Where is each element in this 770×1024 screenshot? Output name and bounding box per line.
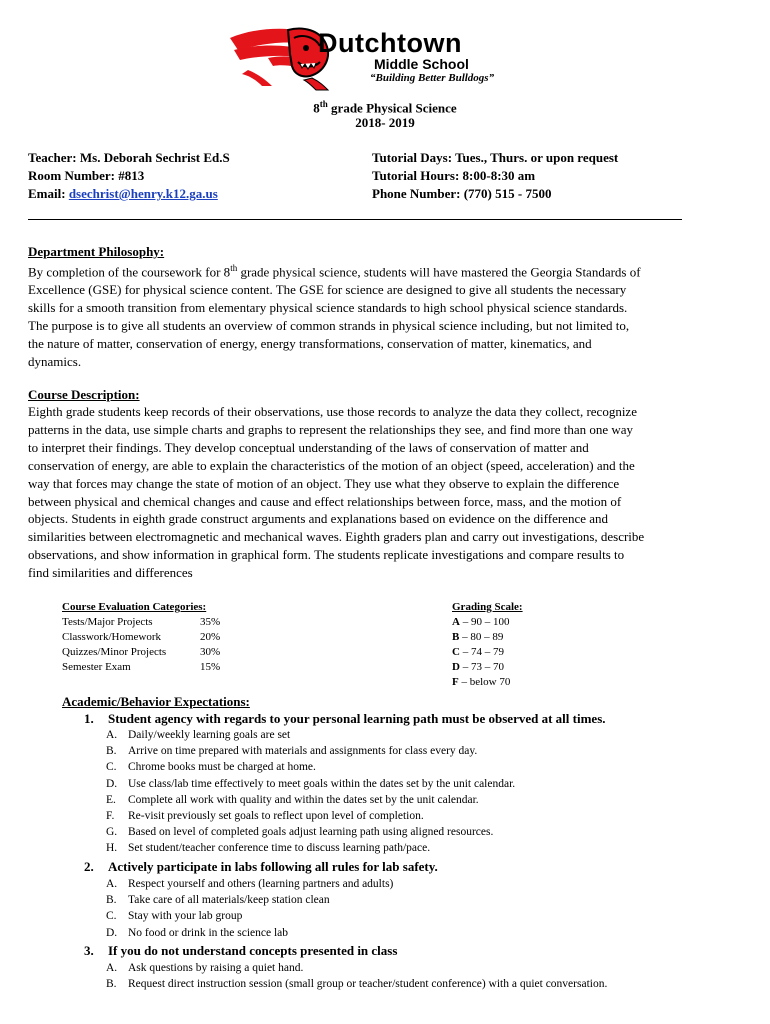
list-letter: F. <box>106 810 115 823</box>
grade-range: – 80 – 89 <box>459 631 504 643</box>
list-item <box>106 808 515 824</box>
evaluation-row <box>62 660 220 675</box>
list-item <box>106 776 515 792</box>
grade-letter: F <box>452 676 459 688</box>
school-name: Dutchtown <box>318 28 462 58</box>
list-text: Take care of all materials/keep station clean <box>128 894 330 907</box>
description-line: way that forces may change the state of motion of an object. They use what they observe to explain the difference <box>28 475 620 491</box>
description-text <box>28 403 748 582</box>
expectation-number: 2. <box>84 859 94 874</box>
list-letter: D. <box>106 926 118 939</box>
expectation-number: 1. <box>84 711 94 726</box>
expectation-item <box>84 858 438 875</box>
list-text: Arrive on time prepared with materials and assignments for class every day. <box>128 745 478 758</box>
list-text: No food or drink in the science lab <box>128 926 288 939</box>
list-letter: B. <box>106 894 117 907</box>
list-letter: A. <box>106 729 118 741</box>
evaluation-row <box>62 645 220 660</box>
list-text: Stay with your lab group <box>128 910 243 923</box>
evaluation-name: Tests/Major Projects <box>62 616 153 628</box>
evaluation-title: Course Evaluation Categories: <box>62 601 207 613</box>
philosophy-line1-a: By completion of the coursework for 8 <box>28 264 231 280</box>
grade-range: – below 70 <box>458 676 511 688</box>
list-item <box>106 976 607 992</box>
grade-range: – 90 – 100 <box>459 616 510 628</box>
grade-range: – 74 – 79 <box>459 646 504 658</box>
evaluation-categories <box>62 600 220 675</box>
list-letter: A. <box>106 878 118 890</box>
evaluation-name: Quizzes/Minor Projects <box>62 646 167 658</box>
description-line: similarities between electromagnetic and mechanical waves. Eighth graders plan and carry out investigations, describe <box>28 529 645 545</box>
philosophy-line <box>28 260 748 281</box>
list-text: Re-visit previously set goals to reflect upon level of completion. <box>128 810 424 823</box>
grading-title: Grading Scale: <box>452 601 523 613</box>
course-grade-number: 8 <box>313 100 320 116</box>
course-title-text: grade Physical Science <box>327 100 457 116</box>
evaluation-pct: 35% <box>200 616 221 628</box>
school-year: 2018- 2019 <box>355 115 415 130</box>
grade-row <box>452 630 523 645</box>
philosophy-text <box>28 260 748 371</box>
description-line: find similarities and differences <box>28 565 193 581</box>
evaluation-pct: 20% <box>200 631 221 643</box>
teacher-name: Teacher: Ms. Deborah Sechrist Ed.S <box>28 150 230 165</box>
email-link[interactable]: dsechrist@henry.k12.ga.us <box>68 186 218 201</box>
list-letter: B. <box>106 745 117 758</box>
list-letter: B. <box>106 978 117 991</box>
grade-letter: A <box>452 616 460 628</box>
description-line: to interpret their findings. They develop conceptual understanding of the laws of conservation of matter and <box>28 439 589 455</box>
expectation-number: 3. <box>84 943 94 958</box>
list-item <box>106 925 393 941</box>
philosophy-line: skills for a smooth transition from elementary physical science standards to high school physical science standards. <box>28 300 628 316</box>
expectation-sublist <box>106 727 515 857</box>
list-item <box>106 960 607 976</box>
description-line: conservation of energy, are able to explain the characteristics of the motion of an object (speed, acceleration) and the <box>28 457 635 473</box>
list-letter: D. <box>106 777 118 790</box>
list-item <box>106 876 393 892</box>
list-item <box>106 727 515 743</box>
list-text: Complete all work with quality and within the dates set by the unit calendar. <box>128 793 479 806</box>
evaluation-pct: 15% <box>200 661 221 673</box>
school-subtitle: Middle School <box>374 56 469 72</box>
list-letter: C. <box>106 761 117 774</box>
expectation-text: Student agency with regards to your personal learning path must be observed at all times. <box>108 711 606 726</box>
tutorial-hours: Tutorial Hours: 8:00-8:30 am <box>372 168 536 183</box>
list-text: Ask questions by raising a quiet hand. <box>128 962 304 974</box>
grade-letter: D <box>452 661 460 673</box>
list-text: Respect yourself and others (learning partners and adults) <box>128 878 394 890</box>
email-line <box>28 185 218 203</box>
evaluation-name: Semester Exam <box>62 661 131 673</box>
list-item <box>106 840 515 856</box>
description-line: patterns in the data, use simple charts and graphs to represent the relationships they see, and find more than one way <box>28 421 634 437</box>
grading-scale <box>452 600 523 690</box>
expectation-text: If you do not understand concepts presented in class <box>108 943 398 958</box>
philosophy-line: dynamics. <box>28 353 82 369</box>
expectations-title: Academic/Behavior Expectations: <box>62 694 250 709</box>
philosophy-line1-b: grade physical science, students will have mastered the Georgia Standards of <box>237 264 641 280</box>
list-text: Request direct instruction session (small group or teacher/student conference) with a quiet conversation. <box>128 978 608 991</box>
grade-row <box>452 675 523 690</box>
list-letter: E. <box>106 793 116 806</box>
list-letter: G. <box>106 826 118 839</box>
philosophy-line: the nature of matter, conservation of energy, energy transformations, conservation of matter, kinematics, and <box>28 335 592 351</box>
description-line: Eighth grade students keep records of their observations, use those records to analyze the data they collect, recognize <box>28 404 637 419</box>
philosophy-title: Department Philosophy: <box>28 244 165 259</box>
grade-letter: C <box>452 646 460 658</box>
grade-row <box>452 645 523 660</box>
list-item <box>106 759 515 775</box>
grade-row <box>452 615 523 630</box>
list-item <box>106 743 515 759</box>
list-letter: H. <box>106 842 118 855</box>
email-label: Email: <box>28 186 69 201</box>
room-number: Room Number: #813 <box>28 168 145 183</box>
phone-number: Phone Number: (770) 515 - 7500 <box>372 186 552 201</box>
evaluation-row <box>62 615 220 630</box>
description-line: between physical and chemical changes and cause and effect relationships between force, mass, and the motion of <box>28 493 622 509</box>
list-text: Set student/teacher conference time to discuss learning path/pace. <box>128 842 431 855</box>
grade-letter: B <box>452 631 460 643</box>
grade-range: – 73 – 70 <box>459 661 504 673</box>
expectation-sublist <box>106 876 393 941</box>
school-tagline: “Building Better Bulldogs” <box>370 72 495 84</box>
description-title: Course Description: <box>28 387 140 402</box>
expectation-item <box>84 710 606 727</box>
divider <box>28 219 682 220</box>
list-text: Based on level of completed goals adjust learning path using aligned resources. <box>128 826 494 839</box>
list-item <box>106 892 393 908</box>
list-item <box>106 824 515 840</box>
grade-row <box>452 660 523 675</box>
expectation-sublist <box>106 960 607 992</box>
list-text: Use class/lab time effectively to meet goals within the dates set by the unit calendar. <box>128 777 516 790</box>
philosophy-line: The purpose is to give all students an overview of common strands in physical science including, but not limited to, <box>28 318 630 334</box>
philosophy-line1-sup: th <box>230 263 238 273</box>
philosophy-line: Excellence (GSE) for physical science content. The GSE for science are designed to give all students the necessary <box>28 282 627 298</box>
evaluation-name: Classwork/Homework <box>62 631 161 643</box>
evaluation-row <box>62 630 220 645</box>
course-grade-suffix: th <box>319 99 328 109</box>
list-letter: A. <box>106 962 118 974</box>
list-text: Daily/weekly learning goals are set <box>128 729 291 741</box>
list-item <box>106 908 393 924</box>
evaluation-pct: 30% <box>200 646 221 658</box>
list-letter: C. <box>106 910 117 923</box>
expectation-text: Actively participate in labs following all rules for lab safety. <box>108 859 438 874</box>
description-line: objects. Students in eighth grade construct arguments and explanations based on evidence on the difference and <box>28 511 609 527</box>
expectation-item <box>84 942 397 959</box>
tutorial-days: Tutorial Days: Tues., Thurs. or upon request <box>372 150 619 165</box>
list-text: Chrome books must be charged at home. <box>128 761 316 774</box>
description-line: observations, and show information in graphical form. The students replicate investigations and compare results to <box>28 547 625 563</box>
list-item <box>106 792 515 808</box>
